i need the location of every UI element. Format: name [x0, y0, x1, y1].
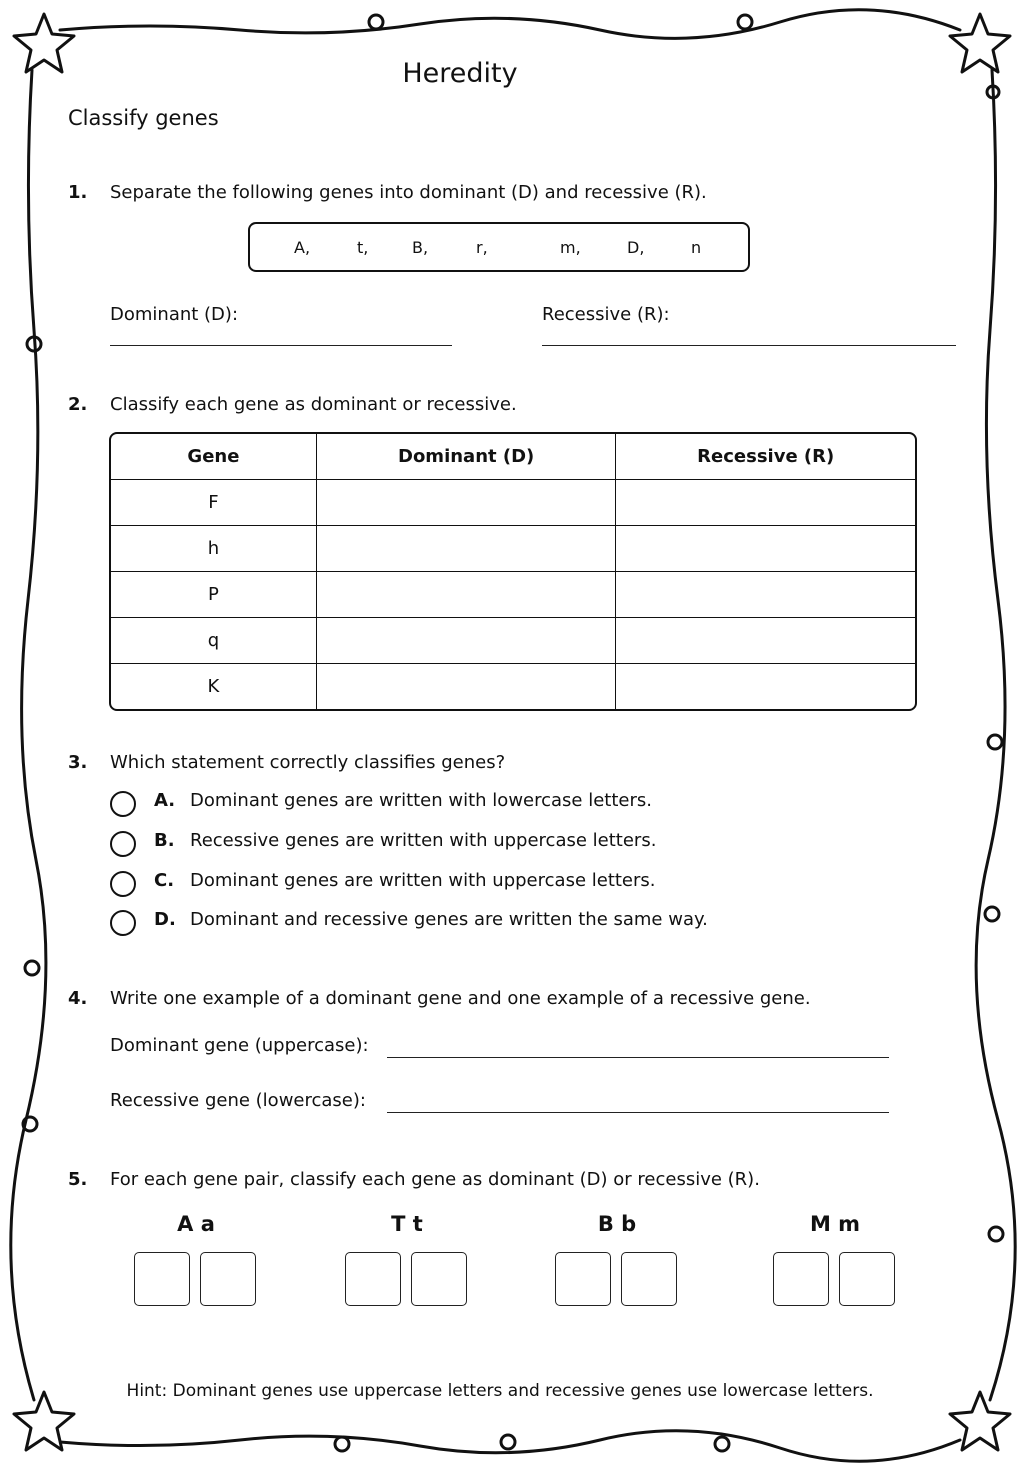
question-5-text: For each gene pair, classify each gene as dominant (D) or recessive (R). [110, 1169, 760, 1190]
radio-button[interactable] [110, 791, 136, 817]
question-5-number: 5. [68, 1169, 88, 1190]
question-2-number: 2. [68, 394, 88, 415]
recessive-cell[interactable] [616, 572, 915, 618]
star-icon [950, 14, 1010, 72]
section-subtitle: Classify genes [68, 106, 219, 130]
option-text: Recessive genes are written with uppercase letters. [190, 830, 657, 851]
gene-cell: K [111, 664, 317, 709]
option-letter: B. [154, 830, 175, 851]
radio-button[interactable] [110, 871, 136, 897]
table-row [111, 572, 915, 618]
answer-box[interactable] [134, 1252, 190, 1306]
gene-pair-label: M m [809, 1212, 861, 1236]
answer-box[interactable] [200, 1252, 256, 1306]
table-row [111, 664, 915, 709]
question-1-text: Separate the following genes into dominant (D) and recessive (R). [110, 182, 707, 203]
gene-pair-label: A a [177, 1212, 215, 1236]
answer-box[interactable] [411, 1252, 467, 1306]
header-gene: Gene [111, 434, 317, 480]
radio-button[interactable] [110, 910, 136, 936]
option-letter: A. [154, 790, 176, 811]
question-3-number: 3. [68, 752, 88, 773]
recessive-cell[interactable] [616, 480, 915, 526]
gene-item: r, [476, 238, 488, 257]
dominant-cell[interactable] [317, 526, 617, 572]
question-3-text: Which statement correctly classifies genes? [110, 752, 506, 773]
table-row [111, 618, 915, 664]
answer-box[interactable] [621, 1252, 677, 1306]
gene-item: t, [357, 238, 369, 257]
radio-button[interactable] [110, 831, 136, 857]
dominant-gene-label: Dominant gene (uppercase): [110, 1035, 369, 1056]
option-text: Dominant genes are written with lowercase letters. [190, 790, 652, 811]
dominant-label: Dominant (D): [110, 304, 239, 325]
option-letter: D. [154, 909, 176, 930]
gene-cell: P [111, 572, 317, 618]
recessive-cell[interactable] [616, 526, 915, 572]
question-1-number: 1. [68, 182, 88, 203]
header-dominant: Dominant (D) [317, 434, 617, 480]
gene-pair-label: T t [391, 1212, 423, 1236]
gene-item: m, [560, 238, 581, 257]
option-letter: C. [154, 870, 175, 891]
recessive-gene-label: Recessive gene (lowercase): [110, 1090, 366, 1111]
option-text: Dominant and recessive genes are written the same way. [190, 909, 708, 930]
gene-cell: h [111, 526, 317, 572]
table-header-row [111, 434, 915, 480]
question-4-number: 4. [68, 988, 88, 1009]
dominant-cell[interactable] [317, 572, 617, 618]
header-recessive: Recessive (R) [616, 434, 915, 480]
table-row [111, 480, 915, 526]
dominant-cell[interactable] [317, 618, 617, 664]
answer-box[interactable] [345, 1252, 401, 1306]
gene-item: D, [627, 238, 645, 257]
gene-item: A, [294, 238, 311, 257]
dominant-cell[interactable] [317, 480, 617, 526]
gene-cell: q [111, 618, 317, 664]
answer-box[interactable] [555, 1252, 611, 1306]
hint-text: Hint: Dominant genes use uppercase letters and recessive genes use lowercase letters. [126, 1381, 874, 1401]
question-4-text: Write one example of a dominant gene and one example of a recessive gene. [110, 988, 811, 1009]
gene-list-box [248, 222, 750, 272]
dominant-gene-answer-line[interactable] [387, 1057, 889, 1058]
answer-box[interactable] [839, 1252, 895, 1306]
gene-cell: F [111, 480, 317, 526]
recessive-cell[interactable] [616, 618, 915, 664]
recessive-label: Recessive (R): [542, 304, 670, 325]
answer-box[interactable] [773, 1252, 829, 1306]
recessive-gene-answer-line[interactable] [387, 1112, 889, 1113]
recessive-answer-line[interactable] [542, 345, 956, 346]
gene-item: B, [412, 238, 429, 257]
table-row [111, 526, 915, 572]
gene-pair-label: B b [597, 1212, 637, 1236]
option-text: Dominant genes are written with uppercase letters. [190, 870, 656, 891]
recessive-cell[interactable] [616, 664, 915, 709]
question-2-text: Classify each gene as dominant or recessive. [110, 394, 517, 415]
page-title: Heredity [402, 58, 518, 89]
classification-table [109, 432, 917, 711]
dominant-cell[interactable] [317, 664, 617, 709]
dominant-answer-line[interactable] [110, 345, 452, 346]
gene-item: n [691, 238, 702, 257]
